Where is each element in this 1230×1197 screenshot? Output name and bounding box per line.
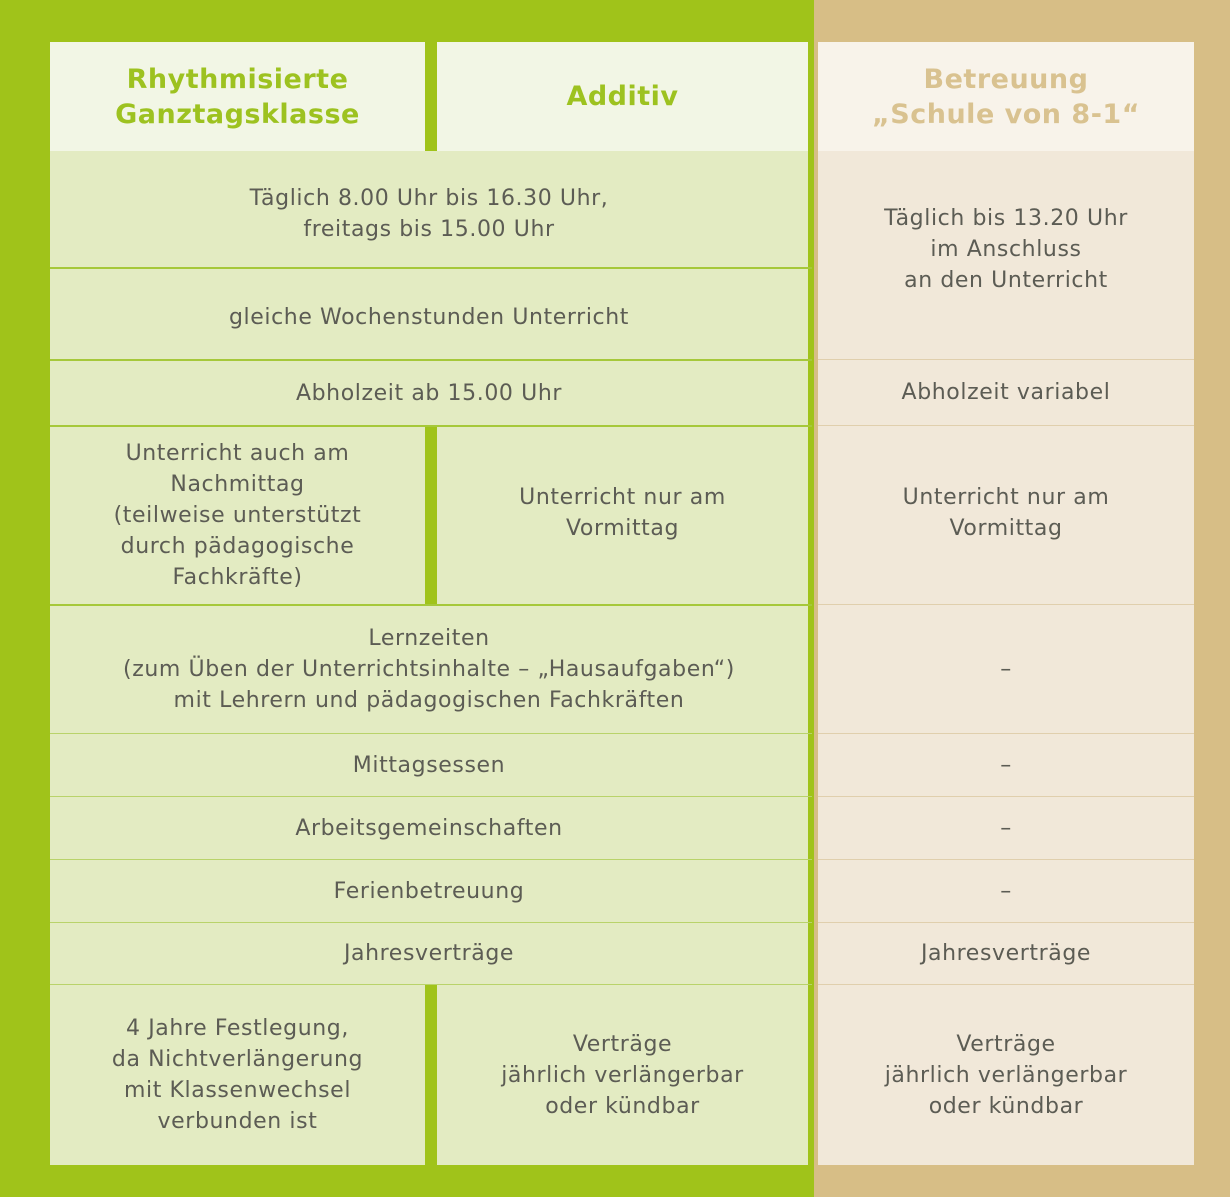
term-col1-line2: da Nichtverlängerung <box>111 1047 364 1072</box>
cell-afternoon-col2 <box>437 427 808 604</box>
term-col2-line3: oder kündbar <box>545 1093 700 1119</box>
afternoon-col1-line2: Nachmittag <box>170 472 305 497</box>
afternoon-col2-line2: Vormittag <box>565 515 680 541</box>
cell-holiday-beige <box>818 860 1194 922</box>
afternoon-col3-line1: Unterricht nur am <box>902 485 1110 510</box>
cell-lunch-beige <box>818 734 1194 796</box>
cell-study-beige <box>818 605 1194 733</box>
cell-term-col3 <box>818 985 1194 1165</box>
header-col1-line2: Ganztagsklasse <box>115 98 360 130</box>
cell-clubs-green <box>50 797 808 859</box>
header-col3-line2: „Schule von 8-1“ <box>872 98 1140 130</box>
cell-holiday-green <box>50 860 808 922</box>
hours-green-line1: Täglich 8.00 Uhr bis 16.30 Uhr, <box>249 185 609 211</box>
clubs-beige-dash: – <box>1000 815 1012 841</box>
cell-lunch-green <box>50 734 808 796</box>
afternoon-col1-line5: Fachkräfte) <box>172 565 303 590</box>
header-additiv <box>437 42 808 151</box>
cell-lessons <box>50 269 808 359</box>
contracts-beige-text: Jahresverträge <box>920 941 1092 966</box>
afternoon-col2-line1: Unterricht nur am <box>519 484 726 510</box>
holiday-green-text: Ferienbetreuung <box>333 878 525 904</box>
cell-afternoon-col3 <box>818 426 1194 604</box>
afternoon-col1-line3: (teilweise unterstützt <box>113 503 362 528</box>
term-col3-line1: Verträge <box>956 1031 1056 1057</box>
study-green-line1: Lernzeiten <box>368 626 490 651</box>
pickup-green-text: Abholzeit ab 15.00 Uhr <box>295 380 563 406</box>
term-col2-line1: Verträge <box>572 1031 673 1057</box>
afternoon-col1-line1: Unterricht auch am <box>125 441 350 466</box>
term-col1-line3: mit Klassenwechsel <box>123 1078 352 1103</box>
hours-green-line2: freitags bis 15.00 Uhr <box>303 216 555 242</box>
cell-contracts-beige <box>818 923 1194 984</box>
cell-study-green <box>50 606 808 733</box>
header-col1-line1: Rhythmisierte <box>126 63 349 95</box>
hours-beige-line2: im Anschluss <box>930 236 1082 262</box>
header-col2: Additiv <box>566 81 679 112</box>
lessons-text: gleiche Wochenstunden Unterricht <box>228 304 630 330</box>
cell-contracts-green <box>50 923 808 984</box>
cell-pickup-green <box>50 361 808 425</box>
hours-beige-line3: an den Unterricht <box>904 267 1108 293</box>
afternoon-col3-line2: Vormittag <box>949 516 1063 541</box>
cell-afternoon-col1 <box>50 427 425 604</box>
clubs-green-text: Arbeitsgemeinschaften <box>295 815 563 841</box>
cell-clubs-beige <box>818 797 1194 859</box>
study-green-line3: mit Lehrern und pädagogischen Fachkräften <box>173 688 685 713</box>
cell-hours-beige <box>818 151 1194 359</box>
term-col3-line3: oder kündbar <box>928 1093 1084 1119</box>
term-col1-line1: 4 Jahre Festlegung, <box>126 1016 349 1041</box>
study-green-line2: (zum Üben der Unterrichtsinhalte – „Hausaufgaben“) <box>123 657 735 682</box>
holiday-beige-dash: – <box>1000 878 1012 904</box>
cell-term-col1 <box>50 985 425 1165</box>
cell-pickup-beige <box>818 360 1194 425</box>
study-beige-dash: – <box>1000 656 1012 682</box>
header-betreuung <box>818 42 1194 151</box>
cell-hours-green <box>50 151 808 268</box>
header-rhythmisierte-ganztagsklasse <box>50 42 425 151</box>
term-col2-line2: jährlich verlängerbar <box>501 1062 744 1088</box>
cell-term-col2 <box>437 985 808 1165</box>
afternoon-col1-line4: durch pädagogische <box>120 534 355 559</box>
lunch-beige-dash: – <box>1000 752 1012 778</box>
term-col3-line2: jährlich verlängerbar <box>884 1062 1128 1088</box>
pickup-beige-text: Abholzeit variabel <box>901 380 1111 405</box>
lunch-green-text: Mittagsessen <box>352 752 506 778</box>
header-col3-line1: Betreuung <box>923 63 1089 95</box>
hours-beige-line1: Täglich bis 13.20 Uhr <box>884 205 1128 231</box>
contracts-green-text: Jahresverträge <box>343 941 515 966</box>
term-col1-line4: verbunden ist <box>157 1109 318 1134</box>
